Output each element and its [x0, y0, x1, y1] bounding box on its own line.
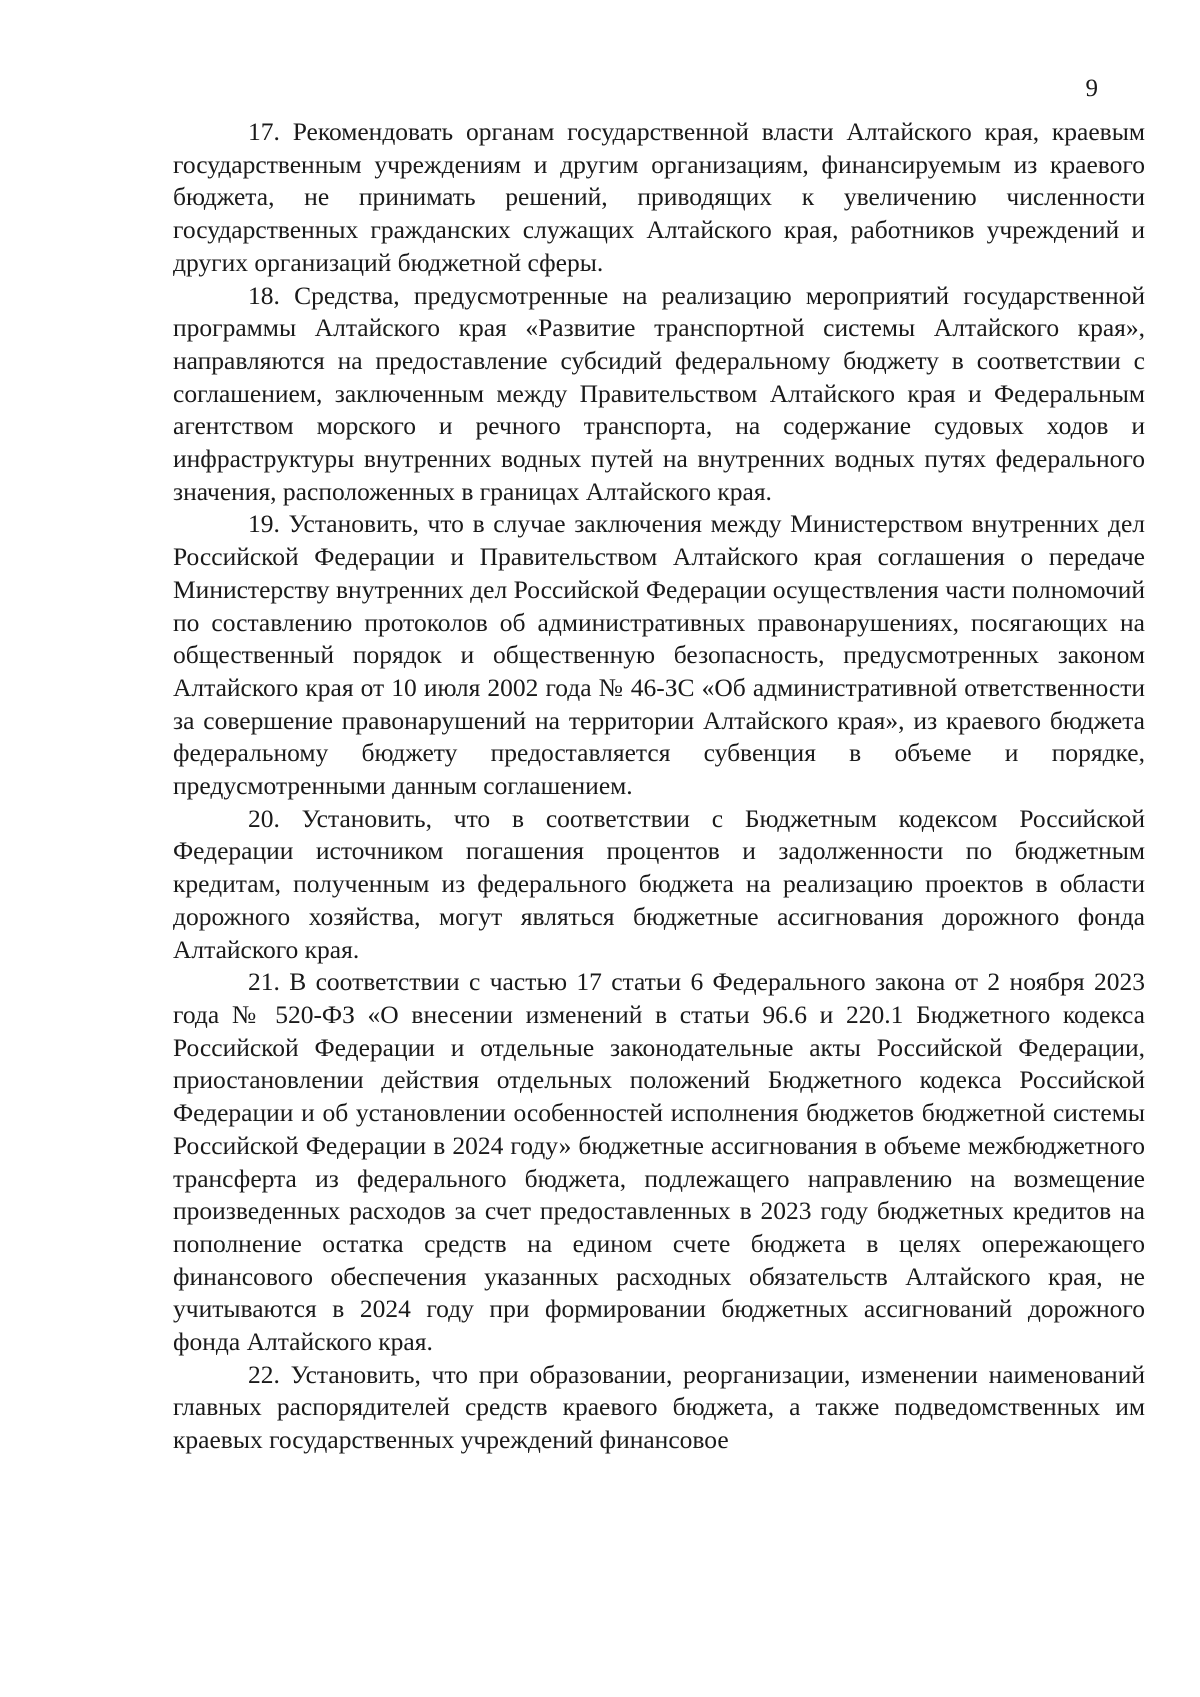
document-body — [173, 116, 1145, 1457]
paragraph-19: 19. Установить, что в случае заключения между Министерством внутренних дел Российской Федерации и Правительством Алтайского края соглашения о передаче Министерству внутренних дел Российской Федерации осуществления части полномочий по составлению протоколов об административных правонарушениях, посягающих на общественный порядок и общественную безопасность, предусмотренных законом Алтайского края от 10 июля 2002 года № 46-ЗС «Об административной ответственности за совершение правонарушений на территории Алтайского края», из краевого бюджета федеральному бюджету предоставляется субвенция в объеме и порядке, предусмотренными данным соглашением. — [173, 509, 1145, 801]
paragraph-20: 20. Установить, что в соответствии с Бюджетным кодексом Российской Федерации источником погашения процентов и задолженности по бюджетным кредитам, полученным из федерального бюджета на реализацию проектов в области дорожного хозяйства, могут являться бюджетные ассигнования дорожного фонда Алтайского края. — [173, 803, 1145, 964]
paragraph-18: 18. Средства, предусмотренные на реализацию мероприятий государственной программы Алтайского края «Развитие транспортной системы Алтайского края», направляются на предоставление субсидий федеральному бюджету в соответствии с соглашением, заключенным между Правительством Алтайского края и Федеральным агентством морского и речного транспорта, на содержание судовых ходов и инфраструктуры внутренних водных путей на внутренних водных путях федерального значения, расположенных в границах Алтайского края. — [173, 280, 1145, 506]
page-number: 9 — [1085, 75, 1098, 102]
paragraph-17: 17. Рекомендовать органам государственной власти Алтайского края, краевым государственным учреждениям и другим организациям, финансируемым из краевого бюджета, не принимать решений, приводящих к увеличению численности государственных гражданских служащих Алтайского края, работников учреждений и других организаций бюджетной сферы. — [173, 117, 1145, 277]
paragraph-21: 21. В соответствии с частью 17 статьи 6 Федерального закона от 2 ноября 2023 года № 520-ФЗ «О внесении изменений в статьи 96.6 и 220.1 Бюджетного кодекса Российской Федерации и отдельные законодательные акты Российской Федерации, приостановлении действия отдельных положений Бюджетного кодекса Российской Федерации и об установлении особенностей исполнения бюджетов бюджетной системы Российской Федерации в 2024 году» бюджетные ассигнования в объеме межбюджетного трансферта из федерального бюджета, подлежащего направлению на возмещение произведенных расходов за счет предоставленных в 2023 году бюджетных кредитов на пополнение остатка средств на едином счете бюджета в целях опережающего финансового обеспечения указанных расходных обязательств Алтайского края, не учитываются в 2024 году при формировании бюджетных ассигнований дорожного фонда Алтайского края. — [173, 967, 1145, 1357]
paragraph-22: 22. Установить, что при образовании, реорганизации, изменении наименований главных распорядителей средств краевого бюджета, а также подведомственных им краевых государственных учреждений финансовое — [173, 1359, 1145, 1455]
